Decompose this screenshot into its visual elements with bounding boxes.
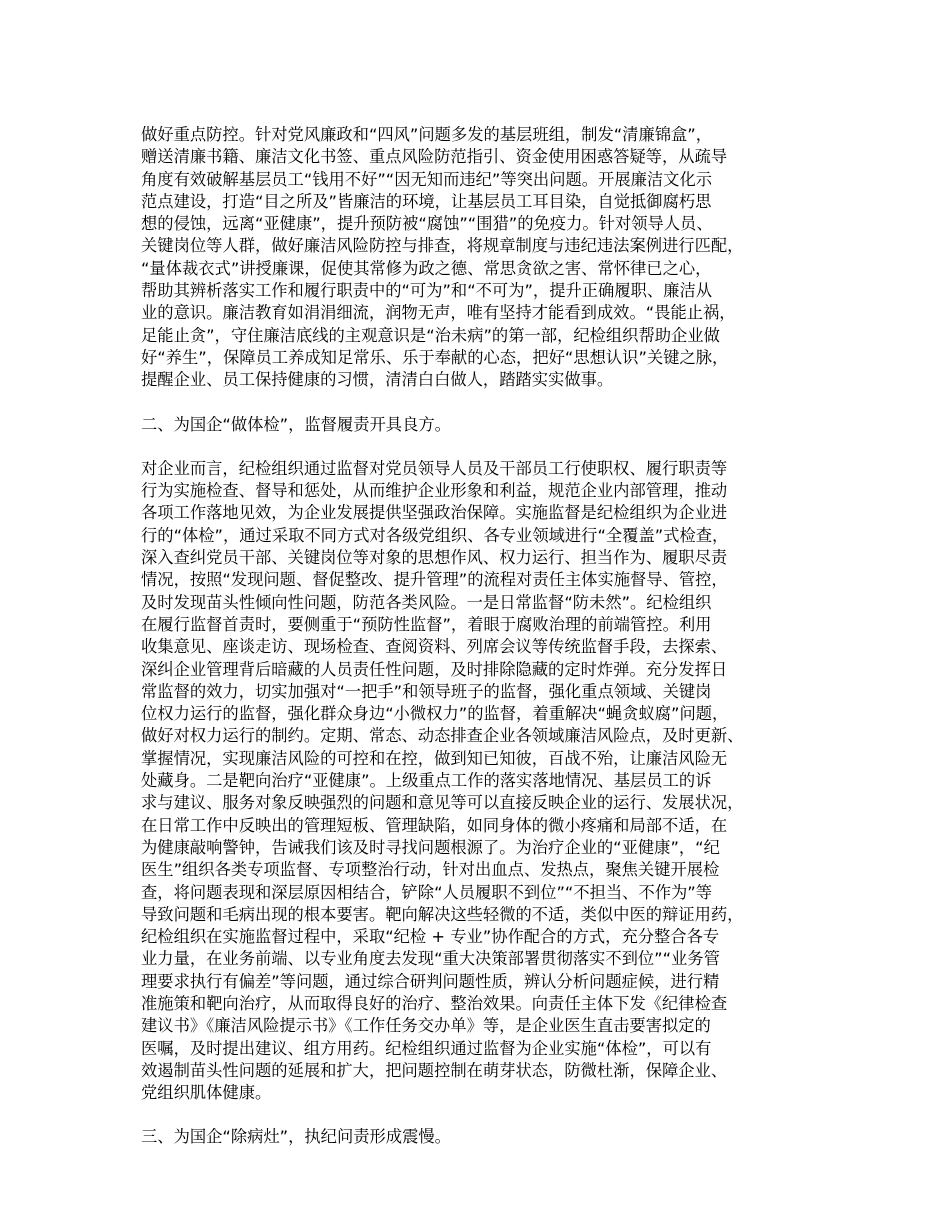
text-line: 理要求执行有偏差”等问题，通过综合研判问题性质，辨认分析问题症候，进行精 bbox=[141, 971, 720, 991]
text-line: 处藏身。二是靶向治疗“亚健康”。上级重点工作的落实落地情况、基层员工的诉 bbox=[141, 771, 712, 791]
text-line: 求与建议、服务对象反映强烈的问题和意见等可以直接反映企业的运行、发展状况， bbox=[141, 793, 744, 813]
text-line: 为健康敲响警钟，告诫我们该及时寻找问题根源了。为治疗企业的“亚健康”，“纪 bbox=[141, 837, 720, 857]
text-line: 在履行监督首责时，要侧重于“预防性监督”，着眼于腐败治理的前端管控。利用 bbox=[141, 614, 712, 634]
text-line: 范点建设，打造“目之所及”皆廉洁的环境，让基层员工耳目染，自觉抵御腐朽思 bbox=[141, 191, 712, 211]
text-line: 角度有效破解基层员工“钱用不好”“因无知而违纪”等突出问题。开展廉洁文化示 bbox=[141, 169, 713, 189]
text-line: 深入查纠党员干部、关键岗位等对象的思想作风、权力运行、担当作为、履职尽责 bbox=[141, 548, 728, 568]
paragraph-2 bbox=[141, 458, 831, 1105]
paragraph-gap bbox=[141, 392, 831, 414]
text-line: 足能止贪”，守住廉洁底线的主观意识是“治未病”的第一部，纪检组织帮助企业做 bbox=[141, 325, 720, 345]
text-line: 情况，按照“发现问题、督促整改、提升管理”的流程对责任主体实施督导、管控， bbox=[141, 570, 728, 590]
text-line: 收集意见、座谈走访、现场检查、查阅资料、列席会议等传统监督手段，去探索、 bbox=[141, 637, 728, 657]
text-line: 医生”组织各类专项监督、专项整治行动，针对出血点、发热点，聚焦关键开展检 bbox=[141, 860, 720, 880]
text-line: 效遏制苗头性问题的延展和扩大，把问题控制在萌芽状态，防微杜渐，保障企业、 bbox=[141, 1060, 728, 1080]
paragraph-gap bbox=[141, 1104, 831, 1126]
text-line: 赠送清廉书籍、廉洁文化书签、重点风险防范指引、资金使用困惑答疑等，从疏导 bbox=[141, 147, 728, 167]
text-line: 导致问题和毛病出现的根本要害。靶向解决这些轻微的不适，类似中医的辩证用药， bbox=[141, 904, 744, 924]
text-line: 对企业而言，纪检组织通过监督对党员领导人员及干部员工行使职权、履行职责等 bbox=[141, 458, 728, 478]
text-line: 各项工作落地见效，为企业发展提供坚强政治保障。实施监督是纪检组织为企业进 bbox=[141, 503, 728, 523]
text-line: 业的意识。廉洁教育如涓涓细流，润物无声，唯有坚持才能看到成效。“畏能止祸， bbox=[141, 303, 736, 323]
text-line: 深纠企业管理背后暗藏的人员责任性问题，及时排除隐藏的定时炸弹。充分发挥日 bbox=[141, 659, 728, 679]
text-line: 纪检组织在实施监督过程中，采取“纪检 + 专业”协作配合的方式，充分整合各专 bbox=[141, 927, 720, 947]
text-line: 党组织肌体健康。 bbox=[141, 1083, 272, 1103]
paragraph-gap bbox=[141, 436, 831, 458]
text-line: 好“养生”，保障员工养成知足常乐、乐于奉献的心态，把好“思想认识”关键之脉， bbox=[141, 347, 729, 367]
text-line: 业力量，在业务前端、以专业角度去发现“重大决策部署贯彻落实不到位”“业务管 bbox=[141, 949, 720, 969]
section-heading-2: 二、为国企“做体检”，监督履责开具良方。 bbox=[141, 414, 451, 434]
text-line: 建议书》《廉洁风险提示书》《工作任务交办单》等，是企业医生直击要害拟定的 bbox=[141, 1016, 711, 1036]
text-line: 做好重点防控。针对党风廉政和“四风”问题多发的基层班组，制发“清廉锦盒”， bbox=[141, 125, 713, 144]
text-line: 医嘱，及时提出建议、组方用药。纪检组织通过监督为企业实施“体检”，可以有 bbox=[141, 1038, 712, 1058]
text-line: 及时发现苗头性倾向性问题，防范各类风险。一是日常监督“防未然”。纪检组织 bbox=[141, 592, 712, 612]
text-line: 想的侵蚀，远离“亚健康”，提升预防被“腐蚀”“围猎”的免疫力。针对领导人员、 bbox=[141, 214, 713, 234]
text-line: 掌握情况，实现廉洁风险的可控和在控，做到知已知彼，百战不殆，让廉洁风险无 bbox=[141, 748, 728, 768]
text-line: 关键岗位等人群，做好廉洁风险防控与排查，将规章制度与违纪违法案例进行匹配， bbox=[141, 236, 744, 256]
text-line: 位权力运行的监督，强化群众身边“小微权力”的监督，着重解决“蝇贪蚁腐”问题， bbox=[141, 704, 729, 724]
section-heading-3: 三、为国企“除病灶”，执纪问责形成震慢。 bbox=[141, 1127, 451, 1147]
text-line: 帮助其辨析落实工作和履行职责中的“可为”和“不可为”，提升正确履职、廉洁从 bbox=[141, 281, 713, 301]
text-line: “量体裁衣式”讲授廉课，促使其常修为政之德、常思贪欲之害、常怀律已之心， bbox=[141, 258, 712, 278]
paragraph-1 bbox=[141, 124, 831, 392]
document-body bbox=[141, 124, 831, 1149]
text-line: 在日常工作中反映出的管理短板、管理缺陷，如同身体的微小疼痛和局部不适，在 bbox=[141, 815, 728, 835]
text-line: 准施策和靶向治疗，从而取得良好的治疗、整治效果。向责任主体下发《纪律检查 bbox=[141, 993, 728, 1013]
text-line: 行的“体检”，通过采取不同方式对各级党组织、各专业领域进行“全覆盖”式检查， bbox=[141, 525, 729, 545]
text-line: 提醒企业、员工保持健康的习惯，清清白白做人，踏踏实实做事。 bbox=[141, 370, 614, 390]
text-line: 常监督的效力，切实加强对“一把手”和领导班子的监督，强化重点领域、关键岗 bbox=[141, 681, 712, 701]
text-line: 查，将问题表现和深层原因相结合，铲除“人员履职不到位”“不担当、不作为”等 bbox=[141, 882, 713, 902]
text-line: 做好对权力运行的制约。定期、常态、动态排查企业各领域廉洁风险点，及时更新、 bbox=[141, 726, 744, 746]
text-line: 行为实施检查、督导和惩处，从而维护企业形象和利益，规范企业内部管理，推动 bbox=[141, 481, 728, 501]
